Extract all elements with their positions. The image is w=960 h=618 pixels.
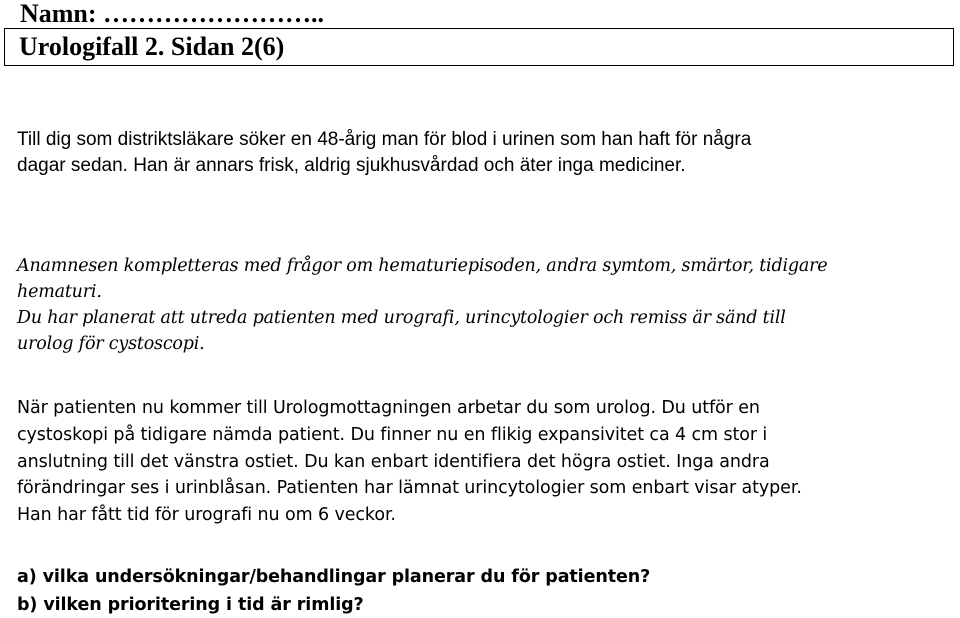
history-paragraph: [17, 253, 827, 357]
history-line: Du har planerat att utreda patienten med urografi, urincytologier och remiss är sänd till: [17, 308, 786, 328]
case-intro-paragraph: [17, 127, 751, 179]
case-intro-line: Till dig som distriktsläkare söker en 48-årig man för blod i urinen som han haft för några: [17, 129, 752, 150]
findings-line: cystoskopi på tidigare nämda patient. Du finner nu en flikig expansivitet ca 4 cm stor i: [17, 424, 768, 445]
findings-line: När patienten nu kommer till Urologmottagningen arbetar du som urolog. Du utför en: [17, 398, 760, 418]
history-line: urolog för cystoscopi.: [17, 334, 205, 354]
page-title: Urologifall 2. Sidan 2(6): [19, 32, 285, 61]
question-a: a) vilka undersökningar/behandlingar planerar du för patienten?: [17, 567, 651, 587]
findings-line: anslutning till det vänstra ostiet. Du kan enbart identifiera det högra ostiet. Inga andra: [17, 451, 770, 472]
findings-line: förändringar ses i urinblåsan. Patienten har lämnat urincytologier som enbart visar atyper.: [17, 478, 802, 499]
question-b: b) vilken prioritering i tid är rimlig?: [17, 595, 364, 615]
questions-block: [17, 563, 650, 618]
findings-paragraph: [17, 395, 802, 529]
title-box: [4, 28, 954, 66]
history-line: Anamnesen kompletteras med frågor om hematuriepisoden, andra symtom, smärtor, tidigare: [17, 256, 828, 276]
case-intro-line: dagar sedan. Han är annars frisk, aldrig sjukhusvårdad och äter inga mediciner.: [17, 155, 686, 176]
history-line: hematuri.: [17, 282, 102, 302]
name-field-label: Namn: ……………………..: [20, 0, 325, 28]
findings-line: Han har fått tid för urografi nu om 6 veckor.: [17, 505, 396, 526]
